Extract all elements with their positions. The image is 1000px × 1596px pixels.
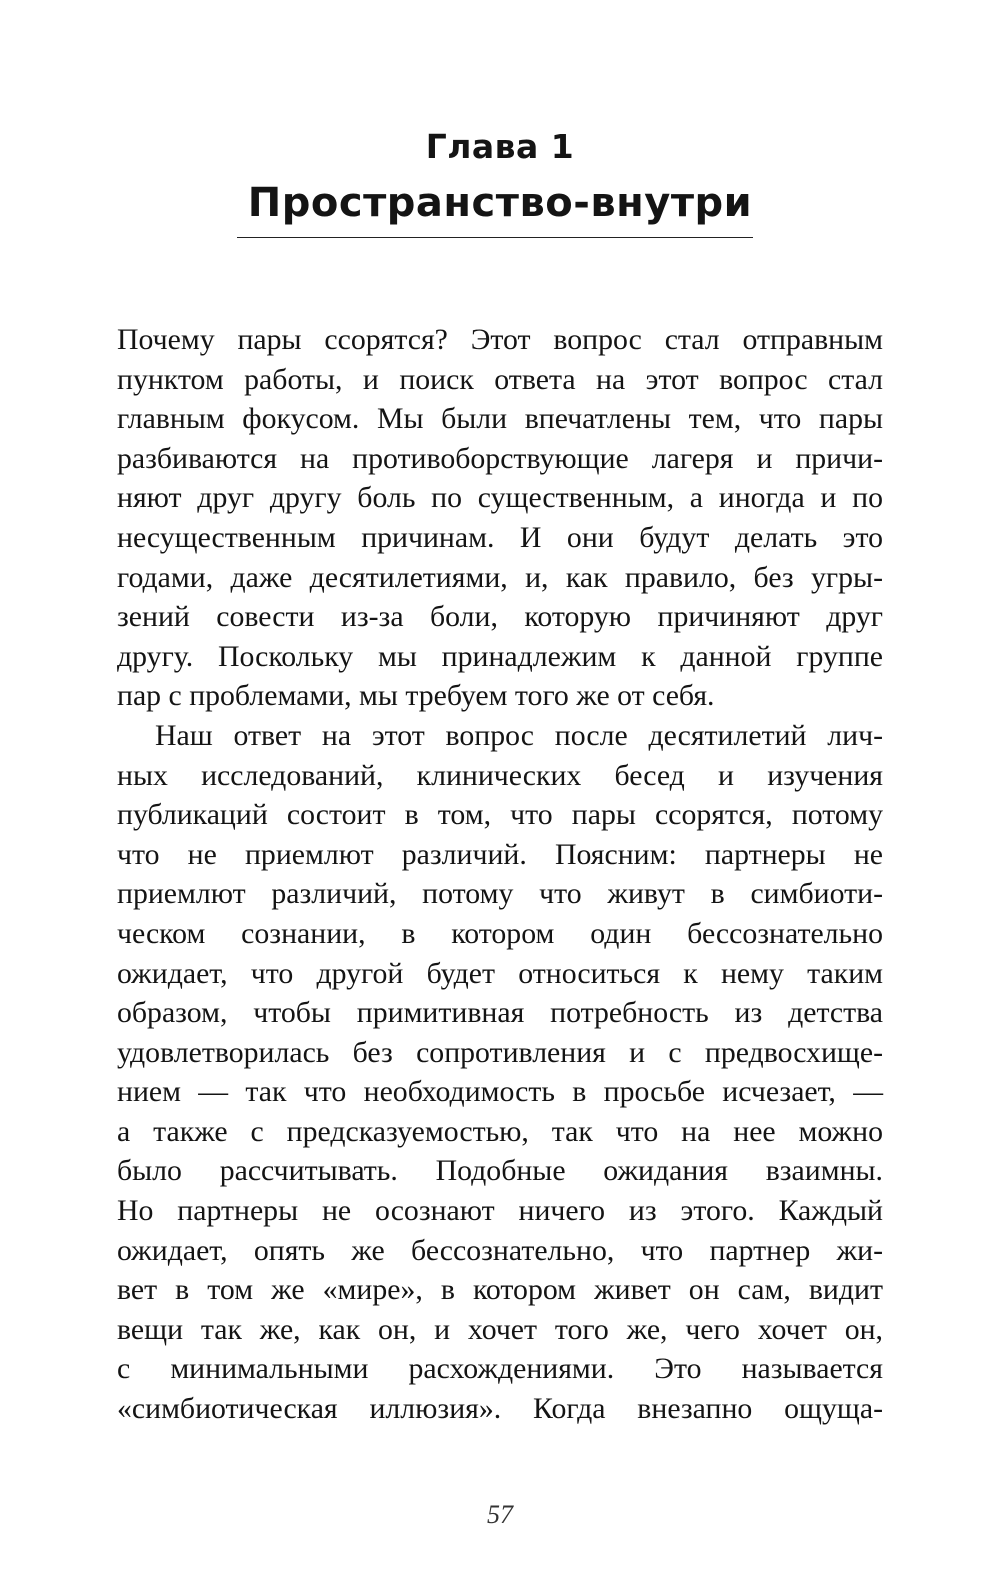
text-line: а также с предсказуемостью, так что на нее можно [117,1114,883,1148]
text-line: вещи так же, как он, и хочет того же, чего хочет он, [117,1312,883,1346]
text-line: нием — так что необходимость в просьбе исчезает, — [117,1075,883,1109]
chapter-title: Пространство-внутри [247,180,753,226]
text-line: Наш ответ на этот вопрос после десятилетий лич- [155,718,883,752]
page-number: 57 [487,1500,513,1529]
text-line: ческом сознании, в котором один бессознательно [117,916,883,950]
text-line: несущественным причинам. И они будут делать это [117,520,883,554]
text-line: с минимальными расхождениями. Это называется [117,1352,883,1386]
text-line: было рассчитывать. Подобные ожидания взаимны. [117,1154,883,1188]
text-line: что не приемлют различий. Поясним: партнеры не [117,837,883,871]
text-line: другу. Поскольку мы принадлежим к данной группе [117,639,883,673]
text-line: зений совести из-за боли, которую причиняют друг [117,600,883,634]
text-line: удовлетворилась без сопротивления и с предвосхище- [117,1035,883,1069]
text-line: Но партнеры не осознают ничего из этого. Каждый [117,1194,883,1228]
text-line: ожидает, что другой будет относиться к нему таким [117,956,883,990]
text-line: «симбиотическая иллюзия». Когда внезапно ощуща- [117,1392,883,1426]
text-line: няют друг другу боль по существенным, а иногда и по [117,481,883,515]
chapter-number: Глава 1 [425,127,575,166]
text-line: вет в том же «мире», в котором живет он сам, видит [117,1273,883,1307]
text-line: годами, даже десятилетиями, и, как правило, без угры- [117,560,883,594]
text-line: пунктом работы, и поиск ответа на этот вопрос стал [117,362,883,396]
title-underline [237,237,753,238]
text-line: публикаций состоит в том, что пары ссорятся, потому [117,798,883,832]
text-line: Почему пары ссорятся? Этот вопрос стал отправным [117,323,883,356]
text-line: образом, чтобы примитивная потребность из детства [117,996,883,1030]
text-line: ожидает, опять же бессознательно, что партнер жи- [117,1233,883,1267]
text-line: приемлют различий, потому что живут в симбиоти- [117,877,883,911]
text-line: ных исследований, клинических бесед и изучения [117,758,883,792]
text-line: пар с проблемами, мы требуем того же от себя. [117,679,715,713]
text-line: главным фокусом. Мы были впечатлены тем, что пары [117,402,883,436]
text-line: разбиваются на противоборствующие лагеря и причи- [117,441,883,475]
body-text [117,320,883,1429]
